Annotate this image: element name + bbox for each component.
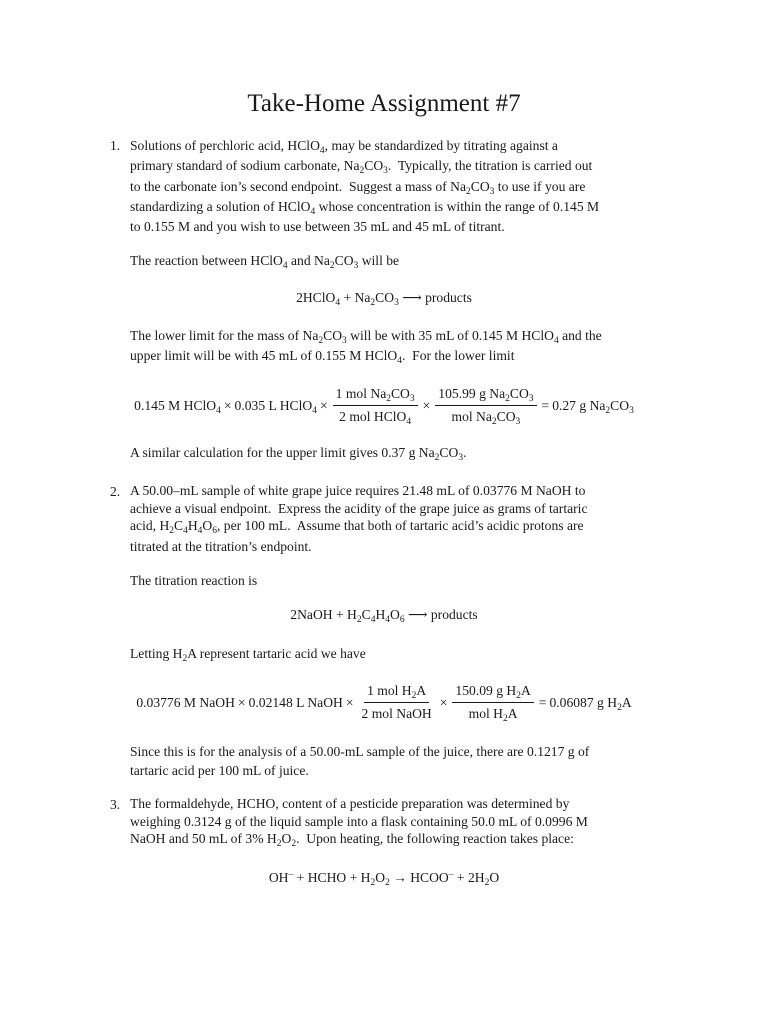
problem-3-reaction-equation: OH– + HCHO + $H_2O_2$ → HCOO– + $2H_2O$: [268, 870, 500, 888]
problem-2-reaction-intro: The titration reaction is: [130, 573, 258, 588]
problem-2-number: 2.: [110, 484, 121, 499]
problem-1-calculation: 0.145 M HClO$_4$ × 0.035 L HClO$_4$ × $\frac{1 mol Na_2CO_3}{2 mol HClO_4}$ × $\frac{105.99 g Na_2CO_3}{mol Na_2CO_3}$ = 0.27 g $Na_2CO_3$: [134, 386, 634, 427]
problem-2-calculation: 0.03776 M NaOH × 0.02148 L NaOH × $\frac{1 mol H_2A}{\text{2 mol NaOH}}$ × $\frac{150.09 g H_2A}{mol H_2A}$ = 0.06087 g $H_2A$: [136, 683, 632, 724]
page-title: Take-Home Assignment #7: [247, 90, 521, 117]
problem-1-upper-limit: A similar calculation for the upper limit gives 0.37 g $Na_2CO_3$.: [130, 445, 467, 463]
problem-1-reaction-equation: 2HClO$_4$ + $Na_2CO_3$ ⟶ products: [296, 290, 472, 308]
problem-3-number: 3.: [110, 797, 121, 812]
problem-1-limits-text: The lower limit for the mass of $Na_2CO_3$ will be with 35 mL of 0.145 M HClO$_4$ and the upper limit will be with 45 mL of 0.155 M HClO$_4$. For the lower limit: [130, 328, 602, 367]
problem-2-definition: Letting $H_2A$ represent tartaric acid we have: [130, 646, 366, 664]
problem-1-statement: Solutions of perchloric acid, HClO$_4$, may be standardized by titrating against a primary standard of sodium carbonate, $Na_2CO_3$. Typically, the titration is carried out to the carbonate ion’s second endpoint. Suggest a mass of $Na_2CO_3$ to use if you are standardizing a solution of HClO$_4$ whose concentration is within the range of 0.145 M to 0.155 M and you wish to use between 35 mL and 45 mL of titrant.: [130, 138, 600, 235]
problem-1-number: 1.: [110, 138, 121, 153]
problem-2-conclusion: Since this is for the analysis of a 50.00-mL sample of the juice, there are 0.1217 g of tartaric acid per 100 mL of juice.: [130, 744, 590, 778]
problem-2-statement: A 50.00–mL sample of white grape juice requires 21.48 mL of 0.03776 M NaOH to achieve a visual endpoint. Express the acidity of the grape juice as grams of tartaric acid, $H_2C_4H_4O_6$, per 100 mL. Assume that both of tartaric acid’s acidic protons are titrated at the titration’s endpoint.: [130, 483, 588, 554]
problem-1-reaction-intro: The reaction between HClO$_4$ and $Na_2CO_3$ will be: [130, 253, 400, 271]
problem-2-reaction-equation: 2NaOH + $H_2C_4H_4O_6$ ⟶ products: [290, 607, 478, 625]
problem-3-statement: The formaldehyde, HCHO, content of a pesticide preparation was determined by weighing 0.3124 g of the liquid sample into a flask containing 50.0 mL of 0.0996 M NaOH and 50 mL of 3% $H_2O_2$. Upon heating, the following reaction takes place:: [130, 796, 588, 849]
